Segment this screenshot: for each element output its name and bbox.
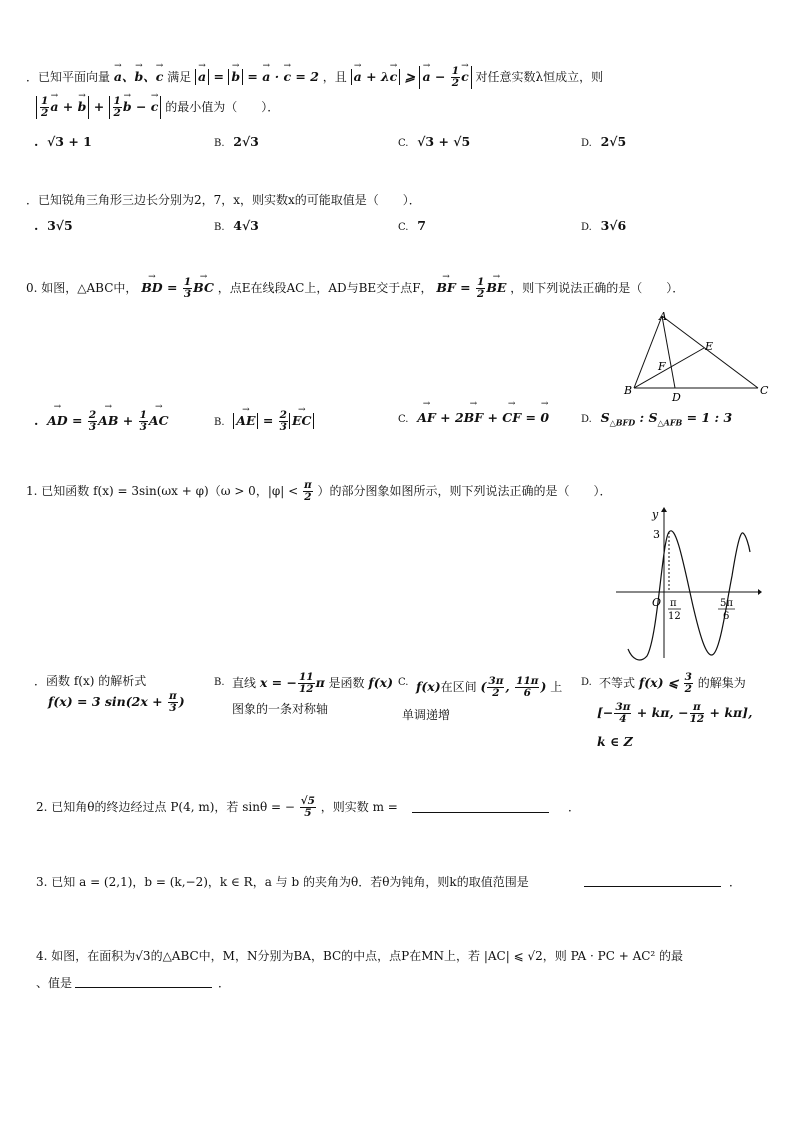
q14-answer-blank[interactable] (75, 987, 212, 988)
q7-option-c[interactable]: C. √3 + √5 (398, 134, 471, 149)
q9-stem: 0. 如图，△ABC中， → BD = $\frac{1}{3}$ → BC ，点E在线段AC上，AD与BE交于点F， → BF = $\frac{1}{2}$ → BE ，则下列说法正确的是（ ）． (26, 277, 684, 300)
origin-label: O (652, 596, 662, 609)
q10-option-b-line2: 图象的一条对称轴 (232, 702, 329, 716)
q13-period: ． (729, 875, 742, 889)
q7-text: 满足 (167, 70, 192, 84)
q8-option-c[interactable]: C. 7 (398, 218, 426, 233)
q12-text: 已知角θ的终边经过点 P(4, m)，若 sinθ = − (51, 800, 295, 814)
q9-option-d[interactable]: D. $S_{\triangle BFD}$ : $S_{\triangle AFB} = 1$ : 3 (581, 410, 733, 428)
q8-option-d[interactable]: D. 3√6 (581, 218, 627, 233)
q8-option-a[interactable]: . 3√5 (34, 218, 73, 233)
q9-text: 如图，△ABC中， (41, 281, 138, 295)
q10-option-c-line2: 单调递增 (402, 708, 451, 722)
svg-text:π: π (670, 598, 677, 609)
q7-text: ，且 (322, 70, 347, 84)
q14-period: ． (218, 976, 231, 990)
q12-period: ． (568, 800, 581, 814)
q10-text: 已知函数 f(x) = 3sin(ωx + φ)（ω > 0，|φ| < (41, 484, 299, 498)
q8-option-b[interactable]: B. 4√3 (214, 218, 259, 233)
point-e-label: E (705, 340, 714, 353)
svg-text:12: 12 (668, 611, 681, 622)
sine-graph (612, 506, 762, 661)
q9-text: ，点E在线段AC上，AD与BE交于点F， (217, 281, 433, 295)
tick-pi-over-12 (668, 598, 681, 622)
point-d-label: D (672, 391, 681, 403)
q12-text: ，则实数 m = (320, 800, 398, 814)
q13-number: 3. (36, 875, 48, 889)
tick-5pi-over-6 (718, 598, 735, 622)
q7-line1: ．已知平面向量 → a、→ b、→ c 满足 → a = → b = → a · → c = 2 ，且 → a + λ→ c ⩾ → a − $\frac{1}{2}$ → c 对任意实数λ恒成立，则 (26, 66, 603, 89)
q7-line2: $\frac{1}{2}$ → a + → b + $\frac{1}{2}$ → b − → c 的最小值为（ ）． (36, 96, 279, 119)
q14-stem (36, 946, 683, 966)
sine-curve (628, 531, 750, 660)
y-axis-label: y (652, 508, 659, 521)
q9-text: ，则下列说法正确的是（ ）． (510, 281, 685, 295)
q10-option-a[interactable]: ．函数 f(x) 的解析式 f(x) = 3 sin(2x + $\frac{\pi}{3}$ ) (34, 674, 185, 714)
q13-answer-blank[interactable] (584, 886, 721, 887)
q8-stem: ．已知锐角三角形三边长分别为2，7，x，则实数x的可能取值是（ ）． (26, 193, 421, 207)
q9-option-a[interactable]: . → AD = $\frac{2}{3}$ → AB + $\frac{1}{3}$ → AC (34, 410, 169, 433)
q10-option-d-line3: k ∈ Z (597, 734, 633, 749)
q7-text: 对任意实数λ恒成立，则 (475, 70, 604, 84)
q7-text: ．已知平面向量 (26, 70, 111, 84)
q12-stem: 2. 已知角θ的终边经过点 P(4, m)，若 sinθ = − $\frac{√5}{5}$ ，则实数 m = (36, 795, 398, 819)
q12-number: 2. (36, 800, 48, 814)
q14-number: 4. (36, 949, 48, 963)
q10-option-b[interactable]: B. 直线 x = − $\frac{11}{12}$ π 是函数 f(x) 图象的一条对称轴 (214, 672, 225, 692)
q10-option-d[interactable]: D. 不等式 f(x) ⩽ $\frac{3}{2}$ 的解集为 [− $\frac{3\pi}{4}$ + kπ, − $\frac{\pi}{12}$ + kπ], k ∈ Z (581, 671, 753, 749)
vertex-c-label: C (760, 384, 769, 397)
triangle-figure (620, 308, 770, 403)
q9-option-c[interactable]: C. → AF + 2→ BF + → CF = → 0 (398, 410, 549, 425)
svg-text:6: 6 (723, 611, 730, 622)
q7-option-d[interactable]: D. 2√5 (581, 134, 627, 149)
q10-number: 1. (26, 484, 38, 498)
q10-text: ）的部分图象如图所示，则下列说法正确的是（ ）． (317, 484, 612, 498)
q9-option-b[interactable]: B. → AE = $\frac{2}{3}$ → EC (214, 410, 314, 433)
q7-text: 的最小值为（ ）． (165, 100, 280, 114)
q14-line2: 、值是 (36, 976, 73, 990)
vertex-a-label: A (659, 310, 667, 323)
peak-label: 3 (653, 528, 660, 541)
vertex-b-label: B (624, 384, 633, 397)
q14-text: 如图，在面积为√3的△ABC中，M，N分别为BA，BC的中点，点P在MN上，若 |AC| ⩽ √2，则 PA · PC + AC² 的最 (51, 949, 684, 963)
q9-number: 0. (26, 281, 38, 295)
svg-text:5π: 5π (720, 598, 733, 609)
q13-text: 已知 a = (2,1)，b = (k,−2)，k ∈ R，a 与 b 的夹角为θ．若θ为钝角，则k的取值范围是 (51, 875, 529, 889)
q10-stem: 1. 已知函数 f(x) = 3sin(ωx + φ)（ω > 0，|φ| < $\frac{\pi}{2}$ ）的部分图象如图所示，则下列说法正确的是（ ）． (26, 479, 612, 503)
q7-option-b[interactable]: B. 2√3 (214, 134, 259, 149)
q13-stem (36, 872, 529, 892)
q12-answer-blank[interactable] (412, 812, 549, 813)
point-f-label: F (658, 360, 666, 373)
q10-option-a-line1: ．函数 f(x) 的解析式 (34, 674, 147, 688)
q7-option-a[interactable]: . √3 + 1 (34, 134, 92, 149)
q10-option-c[interactable]: C. f(x)在区间 ( $\frac{3\pi}{2}$ , $\frac{11\pi}{6}$ ) 上 单调递增 (398, 672, 408, 692)
